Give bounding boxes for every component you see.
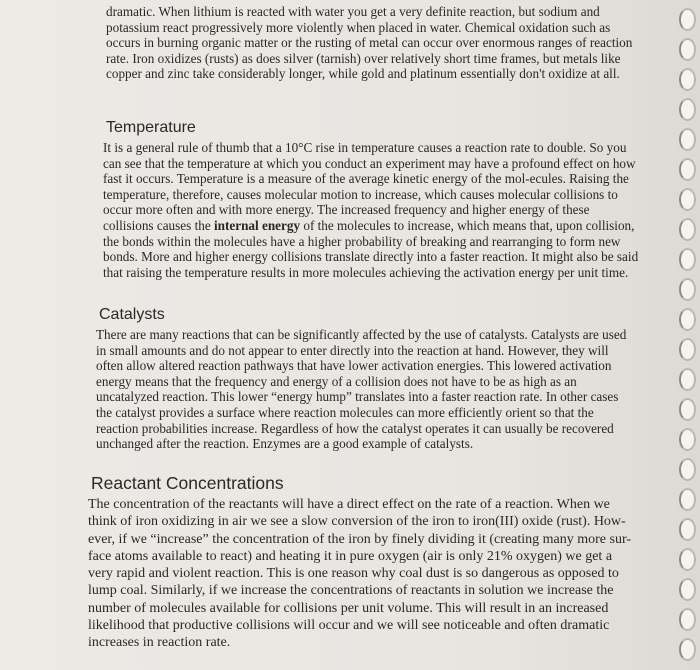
binding-ring (679, 638, 696, 661)
binding-ring (679, 488, 696, 511)
binding-ring (679, 188, 696, 211)
binding-ring (679, 548, 696, 571)
temperature-text-after: of the molecules to increase, which means that, upon collision, the bonds within the molecules have a higher probability of breaking and rearranging to form new bonds. More and higher energy collisions translate directly into a faster reaction. It might also be said that raising the temperature results in more molecules achieving the activation energy per unit time. (103, 217, 639, 280)
binding-ring (679, 338, 696, 361)
binding-ring (679, 368, 696, 391)
catalysts-paragraph: There are many reactions that can be significantly affected by the use of catalysts. Catalysts are used in small amounts and do not appear to enter directly into the reaction at hand. However, they will often allow altered reaction pathways that have lower activation energies. This lowered activation energy means that the frequency and energy of a collision does not have to be as high as an uncatalyzed reaction. This lower “energy hump” translates into a faster reaction rate. In other cases the catalyst provides a surface where reaction molecules can more efficiently orient so that the reaction probabilities increase. Regardless of how the catalyst operates it can usually be recovered unchanged after the reaction. Enzymes are a good example of catalysts. (96, 327, 627, 452)
binding-ring (679, 98, 696, 121)
temperature-heading: Temperature (106, 119, 196, 136)
binding-ring (679, 428, 696, 451)
binding-ring (679, 38, 696, 61)
binding-ring (679, 128, 696, 151)
spiral-binding (670, 0, 700, 670)
temperature-paragraph (103, 140, 639, 280)
internal-energy-term: internal energy (213, 217, 301, 233)
binding-ring (679, 578, 696, 601)
reactant-concentrations-heading: Reactant Concentrations (91, 473, 284, 493)
binding-ring (679, 308, 696, 331)
binding-ring (679, 68, 696, 91)
binding-ring (679, 158, 696, 181)
binding-ring (679, 278, 696, 301)
binding-ring (679, 458, 696, 481)
binding-ring (679, 8, 696, 31)
reactant-concentrations-paragraph: The concentration of the reactants will have a direct effect on the rate of a reaction. When we think of iron oxidizing in air we see a slow conversion of the iron to iron(III) oxide (rust). How-ever, if we “increase” the concentration of the iron by finely dividing it (creating many more sur-face atoms available to react) and heating it in pure oxygen (air is only 21% oxygen) we get a very rapid and violent reaction. This is one reason why coal dust is so dangerous as opposed to lump coal. Similarly, if we increase the concentrations of reactants in solution we increase the number of molecules available for collisions per unit volume. This will result in an increased likelihood that productive collisions will occur and we will see noticeable and often dramatic increases in reaction rate. (88, 497, 632, 651)
binding-ring (679, 398, 696, 421)
catalysts-heading: Catalysts (99, 306, 165, 323)
binding-ring (679, 608, 696, 631)
intro-paragraph: dramatic. When lithium is reacted with water you get a very definite reaction, but sodium and potassium react progressively more violently when placed in water. Chemical oxidation such as occurs in burning organic matter or the rusting of metal can occur over enormous ranges of reaction rate. Iron oxidizes (rusts) as does silver (tarnish) over relatively short time frames, but metals like copper and zinc take considerably longer, while gold and platinum essentially don't oxidize at all. (106, 4, 633, 82)
binding-ring (679, 518, 696, 541)
binding-ring (679, 218, 696, 241)
binding-ring (679, 248, 696, 271)
temperature-text-before: It is a general rule of thumb that a 10°C rise in temperature causes a reaction rate to double. So you can see that the temperature at which you conduct an experiment may have a profound effect on how fast it occurs. Temperature is a measure of the average kinetic energy of the mol-ecules. Raising the temperature, therefore, causes molecular motion to increase, which causes molecular collisions to occur more often and with more energy. The increased frequency and higher energy of these collisions causes the (103, 140, 636, 233)
